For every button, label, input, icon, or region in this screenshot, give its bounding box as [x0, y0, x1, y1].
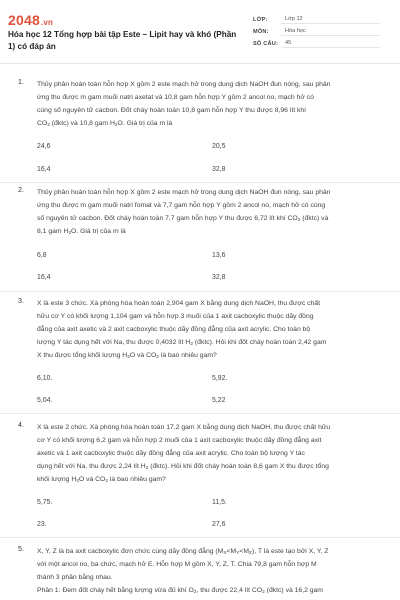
question-line: axetic và 1 axit cacboxylic thuộc dãy đồng đẳng của axit acrylic. Cho toàn bộ lượng Y tác — [37, 450, 305, 457]
option-b[interactable]: 20,5 — [212, 143, 226, 150]
text-run: <M — [239, 548, 250, 555]
text-run: (đktc) và 16,2 gam — [264, 587, 323, 594]
text-run: , thu được 22,4 lít CO — [196, 587, 263, 594]
option-a[interactable]: 5,75. — [37, 499, 53, 506]
question-line — [37, 349, 377, 362]
question-line: cùng số nguyên tử cacbon. Đốt cháy hoàn toàn 10,8 gam hỗn hợp Y thu được 8,96 lít khí — [37, 107, 307, 114]
text-run: 8,1 gam H — [37, 228, 69, 235]
option-b[interactable]: 5,92. — [212, 375, 228, 382]
text-run: là bao nhiêu gam? — [158, 352, 217, 359]
meta-label: MÔN: — [253, 29, 269, 35]
question-text — [37, 186, 377, 238]
page-title: Hóa học 12 Tổng hợp bài tập Este – Lipit hay và khó (Phần 1) có đáp án — [8, 30, 237, 51]
option-c[interactable]: 5,04. — [37, 397, 53, 404]
subscript: 2 — [190, 342, 194, 347]
text-run: ), T là este tạo bởi X, Y, Z — [251, 548, 329, 555]
question-line: ứng thu được m gam muối natri fomat và 7,7 gam hỗn hợp Y gồm 2 ancol no, mạch hở có cùng — [37, 202, 326, 209]
question-number: 5. — [18, 545, 24, 553]
question-line: ứng thu được m gam muối natri axetat và 10,8 gam hỗn hợp Y gồm 2 ancol no, mạch hở có — [37, 94, 314, 101]
subscript: 2 — [193, 590, 197, 595]
text-run: <M — [226, 548, 237, 555]
meta-label: SỐ CÂU: — [253, 41, 279, 47]
option-c[interactable]: 16,4 — [37, 274, 51, 281]
question-line: X là este 2 chức. Xà phòng hóa hoàn toàn 17,2 gam X bằng dung dịch NaOH, thu được chất hữu — [37, 424, 331, 431]
divider — [0, 291, 400, 292]
text-run: (đktc). Hỏi khi đốt cháy hoàn toàn 2,42 gam — [193, 339, 327, 346]
question-text — [37, 297, 377, 362]
question-line: X là este 3 chức. Xà phòng hóa hoàn toàn 2,904 gam X bằng dung dịch NaOH, thu được chất — [37, 300, 320, 307]
brand-name: 2048 — [8, 12, 40, 28]
text-run: Phần 1: Đem đốt cháy hết bằng lượng vừa đủ khí O — [37, 587, 194, 594]
subscript: 2 — [68, 231, 72, 236]
divider — [0, 413, 400, 414]
question-number: 3. — [18, 297, 24, 305]
subscript: 2 — [297, 218, 301, 223]
meta-box — [253, 14, 380, 50]
meta-value: Hóa học — [281, 28, 380, 36]
text-run: O và CO — [78, 476, 106, 483]
option-c[interactable]: 16,4 — [37, 166, 51, 173]
question-line — [37, 460, 377, 473]
meta-row-subject — [253, 26, 380, 38]
option-d[interactable]: 27,6 — [212, 521, 226, 528]
brand-suffix: .vn — [40, 18, 54, 27]
text-run: O. Giá trị của m là — [117, 120, 173, 127]
subscript: Z — [249, 551, 252, 556]
option-a[interactable]: 6,10. — [37, 375, 53, 382]
question-line: thành 3 phần bằng nhau. — [37, 574, 113, 581]
meta-row-class — [253, 14, 380, 26]
text-run: số nguyên tử cacbon. Đốt cháy hoàn toàn 7,7 gam hỗn hợp Y thu được 6,72 lít khí CO — [37, 215, 298, 222]
text-run: O. Giá trị của m là — [71, 228, 126, 235]
question-text — [37, 421, 377, 486]
option-d[interactable]: 32,8 — [212, 274, 226, 281]
meta-value: 45 — [281, 40, 380, 48]
question-line — [37, 212, 377, 225]
subscript: 2 — [114, 123, 118, 128]
question-line: cơ Y có khối lượng 6,2 gam và hỗn hợp 2 muối của 1 axit cacboxylic thuộc dãy đồng đẳng axit — [37, 437, 322, 444]
question-line: Thủy phân hoàn toàn hỗn hợp X gồm 2 este mạch hở trong dung dịch NaOH đun nóng, sau phản — [37, 189, 331, 196]
meta-row-count — [253, 38, 380, 50]
text-run: O và CO — [129, 352, 157, 359]
option-b[interactable]: 11,5. — [212, 499, 227, 506]
option-d[interactable]: 32,8 — [212, 166, 226, 173]
text-run: (đktc). Hỏi khi đốt cháy hoàn toàn 8,6 gam X thu được tổng — [148, 463, 329, 470]
question-line — [37, 584, 377, 597]
question-number: 1. — [18, 78, 24, 86]
question-line — [37, 225, 377, 238]
question-line — [37, 117, 377, 130]
text-run: (đktc) và 10,8 gam H — [49, 120, 115, 127]
meta-label: LỚP: — [253, 17, 268, 23]
text-run: khối lượng H — [37, 476, 77, 483]
text-run: lượng Y tác dụng hết với Na, thu được 0,4032 lít H — [37, 339, 191, 346]
question-line — [37, 473, 377, 486]
question-text — [37, 78, 377, 130]
question-line: đẳng của axit axetic và 2 axit cacboxylic thuộc dãy đồng đẳng của axit acrylic. Cho toàn bộ — [37, 326, 311, 333]
text-run: CO — [37, 120, 48, 127]
text-run: X, Y, Z là ba axit cacboxylic đơn chức cùng dãy đồng đẳng (M — [37, 548, 224, 555]
question-line — [37, 336, 377, 349]
question-number: 4. — [18, 421, 24, 429]
option-b[interactable]: 13,6 — [212, 252, 226, 259]
option-c[interactable]: 23. — [37, 521, 47, 528]
text-run: (đktc) và — [300, 215, 329, 222]
subscript: 2 — [156, 355, 159, 360]
question-line: hữu cơ Y có khối lượng 1,104 gam và hỗn hợp 3 muối của 1 axit cacboxylic thuộc dãy đồng — [37, 313, 314, 320]
meta-value: Lớp 12 — [281, 16, 380, 24]
subscript: 2 — [47, 123, 50, 128]
subscript: 2 — [127, 355, 130, 360]
subscript: 2 — [262, 590, 265, 595]
divider — [0, 537, 400, 538]
subscript: X — [223, 551, 227, 556]
header — [0, 0, 400, 64]
option-a[interactable]: 6,8 — [37, 252, 47, 259]
text-run: X thu được tổng khối lượng H — [37, 352, 128, 359]
divider — [0, 182, 400, 183]
question-line: với một ancol no, ba chức, mạch hở E. Hỗn hợp M gồm X, Y, Z, T. Chia 79,8 gam hỗn hợp M — [37, 561, 317, 568]
option-a[interactable]: 24,6 — [37, 143, 51, 150]
brand-logo[interactable] — [8, 12, 53, 28]
subscript: 2 — [105, 479, 109, 484]
text-run: dụng hết với Na, thu được 2,24 lít H — [37, 463, 146, 470]
option-d[interactable]: 5,22 — [212, 397, 226, 404]
question-text — [37, 545, 377, 597]
subscript: Y — [236, 551, 240, 556]
subscript: 2 — [76, 479, 79, 484]
subscript: 2 — [145, 466, 149, 471]
question-line: Thủy phân hoàn toàn hỗn hợp X gồm 2 este mạch hở trong dung dịch NaOH đun nóng, sau phản — [37, 81, 331, 88]
question-number: 2. — [18, 186, 24, 194]
question-line — [37, 545, 377, 558]
text-run: là bao nhiêu gam? — [108, 476, 166, 483]
